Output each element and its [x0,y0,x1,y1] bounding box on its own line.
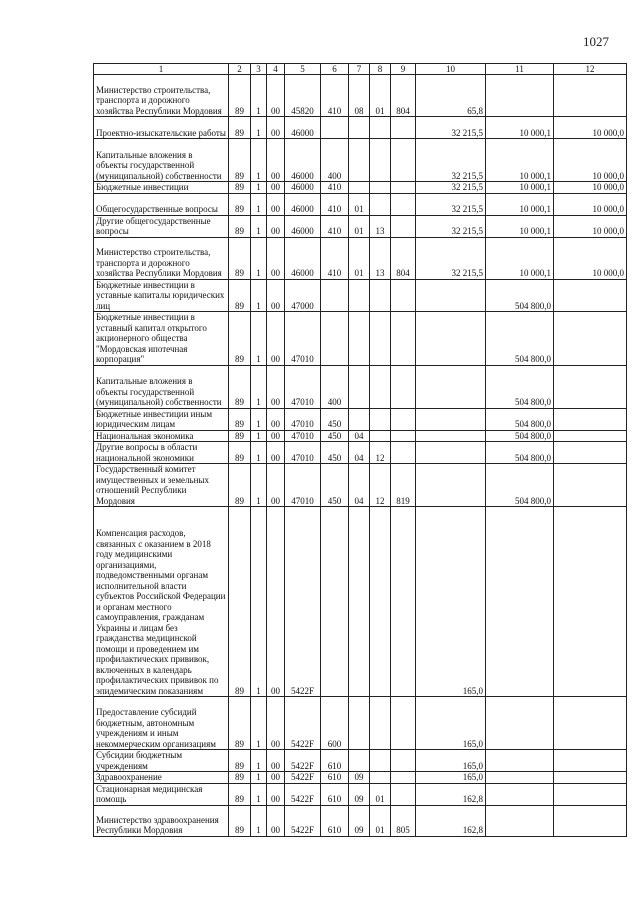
cell-c2: 89 [229,442,251,464]
cell-c12: 10 000,0 [554,182,627,194]
cell-c11 [486,507,554,697]
cell-c11: 504 800,0 [486,430,554,442]
cell-c8 [370,772,391,784]
cell-c10 [416,442,486,464]
cell-c10 [416,279,486,312]
cell-c5: 47010 [285,464,321,507]
cell-c6: 450 [321,430,349,442]
cell-c9: 805 [391,805,416,836]
cell-c5: 45820 [285,75,321,117]
row-name: Другие общегосударственные вопросы [94,215,229,237]
column-header: 7 [349,64,370,75]
cell-c6: 410 [321,215,349,237]
cell-c5: 47010 [285,408,321,430]
cell-c11: 10 000,1 [486,182,554,194]
budget-table [93,63,627,837]
cell-c3: 1 [251,182,267,194]
cell-c10: 165,0 [416,697,486,750]
cell-c5: 5422F [285,805,321,836]
cell-c7: 01 [349,215,370,237]
cell-c4: 00 [267,772,285,784]
cell-c5: 46000 [285,193,321,215]
cell-c3: 1 [251,237,267,279]
cell-c6 [321,279,349,312]
cell-c9 [391,193,416,215]
cell-c9 [391,365,416,408]
cell-c2: 89 [229,408,251,430]
cell-c12 [554,312,627,366]
cell-c2: 89 [229,783,251,805]
cell-c9 [391,442,416,464]
cell-c4: 00 [267,750,285,772]
cell-c9 [391,182,416,194]
cell-c6: 410 [321,193,349,215]
table-row [94,182,627,194]
cell-c7: 04 [349,464,370,507]
cell-c3: 1 [251,408,267,430]
cell-c8 [370,750,391,772]
cell-c10 [416,464,486,507]
cell-c8 [370,408,391,430]
cell-c2: 89 [229,750,251,772]
cell-c2: 89 [229,215,251,237]
cell-c9: 819 [391,464,416,507]
cell-c12 [554,442,627,464]
cell-c12 [554,507,627,697]
cell-c12 [554,365,627,408]
table-row [94,750,627,772]
row-name: Министерство строительства, транспорта и дорожного хозяйства Республики Мордовия [94,75,229,117]
cell-c6: 400 [321,139,349,182]
cell-c5: 46000 [285,182,321,194]
cell-c2: 89 [229,237,251,279]
cell-c4: 00 [267,464,285,507]
cell-c11: 504 800,0 [486,279,554,312]
cell-c12: 10 000,0 [554,193,627,215]
cell-c12: 10 000,0 [554,215,627,237]
row-name: Общегосударственные вопросы [94,193,229,215]
cell-c9 [391,772,416,784]
cell-c8: 01 [370,75,391,117]
cell-c3: 1 [251,215,267,237]
cell-c7 [349,279,370,312]
cell-c5: 47010 [285,430,321,442]
row-name: Капитальные вложения в объекты государственной (муниципальной) собственности [94,365,229,408]
cell-c3: 1 [251,365,267,408]
row-name: Проектно-изыскательские работы [94,117,229,139]
cell-c7 [349,182,370,194]
cell-c5: 46000 [285,237,321,279]
table-row [94,772,627,784]
cell-c4: 00 [267,408,285,430]
cell-c4: 00 [267,139,285,182]
cell-c6: 450 [321,464,349,507]
cell-c3: 1 [251,279,267,312]
cell-c10: 165,0 [416,772,486,784]
cell-c5: 5422F [285,750,321,772]
cell-c2: 89 [229,182,251,194]
cell-c10: 165,0 [416,750,486,772]
cell-c5: 47010 [285,312,321,366]
cell-c6: 610 [321,783,349,805]
cell-c2: 89 [229,312,251,366]
cell-c10: 32 215,5 [416,117,486,139]
cell-c3: 1 [251,750,267,772]
cell-c9 [391,408,416,430]
row-name: Предоставление субсидий бюджетным, автономным учреждениям и иным некоммерческим организациям [94,697,229,750]
row-name: Другие вопросы в области национальной экономики [94,442,229,464]
cell-c10: 32 215,5 [416,237,486,279]
cell-c11 [486,783,554,805]
cell-c11: 504 800,0 [486,312,554,366]
table-row [94,783,627,805]
cell-c4: 00 [267,365,285,408]
cell-c4: 00 [267,697,285,750]
cell-c8 [370,365,391,408]
cell-c7 [349,408,370,430]
cell-c10 [416,312,486,366]
cell-c6: 610 [321,805,349,836]
cell-c7: 01 [349,237,370,279]
column-header: 2 [229,64,251,75]
cell-c12 [554,783,627,805]
row-name: Государственный комитет имущественных и земельных отношений Республики Мордовия [94,464,229,507]
cell-c3: 1 [251,117,267,139]
cell-c7 [349,697,370,750]
cell-c7: 01 [349,193,370,215]
cell-c9 [391,750,416,772]
table-row [94,697,627,750]
cell-c8: 13 [370,215,391,237]
cell-c9: 804 [391,75,416,117]
column-header: 8 [370,64,391,75]
cell-c3: 1 [251,805,267,836]
cell-c5: 47010 [285,442,321,464]
cell-c7: 09 [349,772,370,784]
cell-c6: 600 [321,697,349,750]
cell-c5: 46000 [285,117,321,139]
table-row [94,365,627,408]
cell-c3: 1 [251,697,267,750]
cell-c3: 1 [251,464,267,507]
column-header: 9 [391,64,416,75]
cell-c11: 504 800,0 [486,408,554,430]
cell-c2: 89 [229,193,251,215]
cell-c7: 04 [349,442,370,464]
column-header: 11 [486,64,554,75]
cell-c2: 89 [229,697,251,750]
cell-c7: 09 [349,783,370,805]
cell-c6 [321,117,349,139]
cell-c9 [391,697,416,750]
cell-c10: 162,8 [416,805,486,836]
cell-c9 [391,507,416,697]
page-number: 1027 [583,34,609,49]
cell-c12 [554,805,627,836]
cell-c3: 1 [251,772,267,784]
table-row [94,117,627,139]
cell-c9 [391,279,416,312]
cell-c6: 450 [321,442,349,464]
cell-c8: 13 [370,237,391,279]
cell-c11 [486,805,554,836]
cell-c5: 46000 [285,215,321,237]
cell-c11 [486,697,554,750]
cell-c11 [486,750,554,772]
row-name: Министерство здравоохранения Республики Мордовия [94,805,229,836]
cell-c2: 89 [229,464,251,507]
table-row [94,507,627,697]
cell-c2: 89 [229,75,251,117]
cell-c8 [370,507,391,697]
cell-c6: 410 [321,75,349,117]
cell-c8: 01 [370,805,391,836]
row-name: Стационарная медицинская помощь [94,783,229,805]
cell-c7: 08 [349,75,370,117]
cell-c9 [391,215,416,237]
cell-c9 [391,117,416,139]
cell-c2: 89 [229,279,251,312]
table-row [94,464,627,507]
cell-c5: 5422F [285,507,321,697]
cell-c3: 1 [251,75,267,117]
cell-c11: 504 800,0 [486,464,554,507]
table-row [94,805,627,836]
cell-c2: 89 [229,430,251,442]
table-row [94,408,627,430]
cell-c3: 1 [251,442,267,464]
cell-c6: 610 [321,772,349,784]
row-name: Министерство строительства, транспорта и дорожного хозяйства Республики Мордовия [94,237,229,279]
table-row [94,193,627,215]
cell-c12 [554,408,627,430]
cell-c3: 1 [251,193,267,215]
cell-c4: 00 [267,182,285,194]
cell-c5: 5422F [285,772,321,784]
cell-c7 [349,507,370,697]
cell-c8 [370,697,391,750]
cell-c9 [391,312,416,366]
cell-c2: 89 [229,507,251,697]
column-header: 12 [554,64,627,75]
cell-c6: 410 [321,182,349,194]
table-row [94,442,627,464]
cell-c10: 32 215,5 [416,215,486,237]
cell-c5: 47010 [285,365,321,408]
cell-c10 [416,365,486,408]
cell-c10: 65,8 [416,75,486,117]
table-body [94,75,627,837]
cell-c12 [554,697,627,750]
cell-c8 [370,430,391,442]
cell-c11: 10 000,1 [486,193,554,215]
cell-c3: 1 [251,312,267,366]
table-row [94,139,627,182]
table-row [94,279,627,312]
cell-c12 [554,75,627,117]
cell-c7 [349,117,370,139]
row-name: Бюджетные инвестиции в уставный капитал открытого акционерного общества "Мордовская ипотечная корпорация" [94,312,229,366]
cell-c8 [370,117,391,139]
cell-c9 [391,139,416,182]
cell-c3: 1 [251,507,267,697]
cell-c8: 12 [370,442,391,464]
cell-c10: 32 215,5 [416,193,486,215]
cell-c2: 89 [229,139,251,182]
cell-c6: 450 [321,408,349,430]
row-name: Бюджетные инвестиции в уставные капиталы юридических лиц [94,279,229,312]
cell-c10 [416,430,486,442]
cell-c2: 89 [229,117,251,139]
cell-c12 [554,430,627,442]
cell-c4: 00 [267,507,285,697]
header-row [94,64,627,75]
row-name: Бюджетные инвестиции [94,182,229,194]
cell-c3: 1 [251,430,267,442]
cell-c12: 10 000,0 [554,117,627,139]
table-row [94,237,627,279]
cell-c8 [370,139,391,182]
column-header: 10 [416,64,486,75]
table-row [94,430,627,442]
cell-c2: 89 [229,805,251,836]
column-header: 4 [267,64,285,75]
cell-c4: 00 [267,117,285,139]
cell-c7: 09 [349,805,370,836]
cell-c12: 10 000,0 [554,139,627,182]
cell-c8 [370,182,391,194]
cell-c4: 00 [267,442,285,464]
cell-c6 [321,507,349,697]
cell-c8 [370,279,391,312]
cell-c5: 5422F [285,697,321,750]
row-name: Бюджетные инвестиции иным юридическим лицам [94,408,229,430]
table-row [94,75,627,117]
cell-c3: 1 [251,783,267,805]
cell-c11: 504 800,0 [486,442,554,464]
cell-c3: 1 [251,139,267,182]
cell-c4: 00 [267,193,285,215]
cell-c5: 5422F [285,783,321,805]
cell-c5: 46000 [285,139,321,182]
cell-c4: 00 [267,237,285,279]
cell-c2: 89 [229,772,251,784]
cell-c6: 610 [321,750,349,772]
cell-c12 [554,464,627,507]
cell-c9: 804 [391,237,416,279]
cell-c4: 00 [267,805,285,836]
cell-c8: 01 [370,783,391,805]
cell-c4: 00 [267,783,285,805]
table-row [94,312,627,366]
cell-c7 [349,750,370,772]
cell-c6 [321,312,349,366]
cell-c7: 04 [349,430,370,442]
column-header: 1 [94,64,229,75]
cell-c4: 00 [267,279,285,312]
cell-c10: 32 215,5 [416,139,486,182]
cell-c11: 10 000,1 [486,237,554,279]
column-header: 3 [251,64,267,75]
cell-c6: 410 [321,237,349,279]
column-header: 5 [285,64,321,75]
cell-c11: 10 000,1 [486,215,554,237]
cell-c11: 10 000,1 [486,117,554,139]
cell-c10: 165,0 [416,507,486,697]
column-header: 6 [321,64,349,75]
cell-c11: 504 800,0 [486,365,554,408]
cell-c6: 400 [321,365,349,408]
row-name: Субсидии бюджетным учреждениям [94,750,229,772]
cell-c8 [370,193,391,215]
cell-c12 [554,750,627,772]
cell-c10 [416,408,486,430]
cell-c9 [391,783,416,805]
cell-c4: 00 [267,430,285,442]
row-name: Национальная экономика [94,430,229,442]
cell-c11: 10 000,1 [486,139,554,182]
cell-c5: 47000 [285,279,321,312]
cell-c4: 00 [267,75,285,117]
cell-c7 [349,312,370,366]
cell-c8: 12 [370,464,391,507]
cell-c2: 89 [229,365,251,408]
cell-c10: 162,8 [416,783,486,805]
row-name: Капитальные вложения в объекты государственной (муниципальной) собственности [94,139,229,182]
cell-c4: 00 [267,215,285,237]
cell-c4: 00 [267,312,285,366]
cell-c7 [349,139,370,182]
cell-c12 [554,772,627,784]
table-row [94,215,627,237]
cell-c7 [349,365,370,408]
cell-c8 [370,312,391,366]
row-name: Компенсация расходов, связанных с оказанием в 2018 году медицинскими организациями, подведомственными органам исполнительной власти субъектов Российской Федерации и органам местного самоуправления, гражданам Украины и лицам без гражданства медицинской помощи и проведением им профилактических прививок, включенных в календарь профилактических прививок по эпидемическим показаниям [94,507,229,697]
row-name: Здравоохранение [94,772,229,784]
cell-c12 [554,279,627,312]
cell-c12: 10 000,0 [554,237,627,279]
cell-c9 [391,430,416,442]
cell-c11 [486,772,554,784]
cell-c11 [486,75,554,117]
cell-c10: 32 215,5 [416,182,486,194]
